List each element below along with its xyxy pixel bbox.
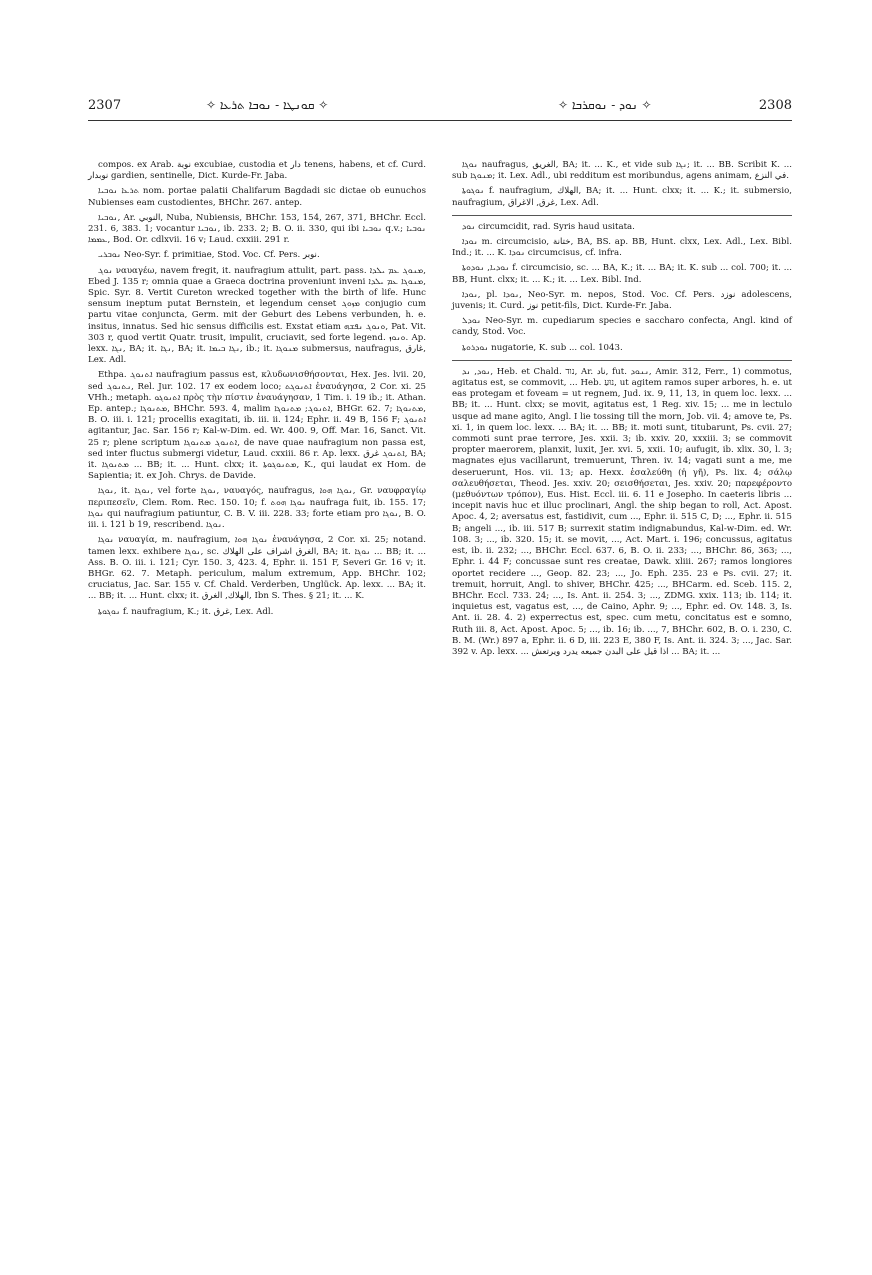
entry-paragraph: Ethpa. ܐܬܢܘܓ naufragium passus est, κλυδωνισθήσονται, Hex. Jes. lvii. 20, sed ܢܬܢܘܓ, Rel. Jur. 102. 17 ex eodem loco; ܐܬܢܘܓܬ ἐναυάγησα, 2 Cor. xi. 25 VHh.; metaph. ܐܬܢܘܓܘ πρὸς τὴν πίστιν ἐναυάγησαν, 1 Tim. i. 19 ib.; it. Athan. Ep. antep.; ܡܬܢܘܓܐ, BHChr. 593. 4, malim ܐܬܢܘܓ; ܡܬܢܘܓܐ, BHGr. 62. 7; ܡܬܢܘܓܐ, B. O. iii. i. 121; procellis exagitati, ib. iii. ii. 124; Ephr. ii. 49 B, 156 F; ܐܬܢܘܓ agitantur, Jac. Sar. 156 r; Kal-w-Dim. ed. Wr. 400. 9, Off. Mar. 16, Sanct. Vit. 25 r; plene scriptum ܐܬܢܘܓ ܡܬܢܘܓܐ, de nave quae naufragium non passa est, sed inter fluctus submergi videtur, Laud. cxxiii. 86 r. Ap. lexx. ܐܬܢܘܓ غرق, BA; it. ܡܬܢܘܓܐ ... BB; it. ... Hunt. clxx; it. ܡܬܢܘܓܘܬܐ, K., qui laudat ex Hom. de Sapientia; it. ex Joh. Chrys. de Davide.	[88, 370, 426, 482]
page-number-left: 2307	[88, 98, 122, 113]
right-column	[452, 160, 792, 662]
page-number-right: 2308	[758, 98, 792, 113]
left-column	[88, 160, 426, 622]
entry-paragraph: ܢܘܕ circumcidit, rad. Syris haud usitata.	[452, 215, 792, 233]
entry-paragraph: ܢܘܕܝܐ, ܢܘܕܘܬܐ f. circumcisio, sc. ... BA, K.; it. ... BA; it. K. sub ... col. 700; it. ... BB, Hunt. clxx; it. ... K.; it. ... Lex. Bibl. Ind.	[452, 263, 792, 285]
entry-paragraph: ܢܘܕܠ Neo-Syr. m. cupediarum species e saccharo confecta, Angl. kind of candy, Stod. Voc.	[452, 316, 792, 338]
running-title-right: ✧ ܢܘܕ - ܢܘܩܪܒܐ ✧	[558, 98, 652, 112]
entry-paragraph: ܢܘܒܪܝ Neo-Syr. f. primitiae, Stod. Voc. Cf. Pers. نوبر.	[98, 250, 320, 261]
running-header	[88, 96, 792, 121]
entry-paragraph: compos. ex Arab. نوبة excubiae, custodia et دار tenens, habens, et cf. Curd. نوبدار gardien, sentinelle, Dict. Kurde-Fr. Jaba.	[88, 160, 426, 182]
entry-paragraph: ܬܪܥܐ ܢܘܒܝܐ nom. portae palatii Chalifarum Bagdadi sic dictae ob eunuchos Nubienses eam custodientes, BHChr. 267. antep.	[88, 186, 426, 208]
entry-paragraph: ܢܘܕܐ, pl. ܢܘܕܐ, Neo-Syr. m. nepos, Stod. Voc. Cf. Pers. نوزد adolescens, juvenis; it. Curd. نوز petit-fils, Dict. Kurde-Fr. Jaba.	[452, 289, 792, 312]
entry-paragraph: ܢܘܓܐ naufragus, الغريق, BA; it. ... K., et vide sub ܢܓܐ; it. ... BB. Scribit K. ... sub ܡܢܘܓܐ; it. Lex. Adl., ubi redditum est moribundus, agens animam, في النزع.	[452, 160, 792, 182]
entry-paragraph: ܢܘܕܐ m. circumcisio, ختانة, BA, BS. ap. BB, Hunt. clxx, Lex. Adl., Lex. Bibl. Ind.; it. ... K. ܢܘܕܐ circumcisus, cf. infra.	[452, 237, 793, 259]
entry-paragraph: ܢܘܓܘܬܐ f. naufragium, K.; it. غرق, Lex. Adl.	[98, 606, 274, 617]
running-title-left: ✧ ܩܘܢܛܐ - ܢܘܒܐ ܬܪܥܐ ✧	[206, 98, 329, 112]
entry-paragraph: ܢܘܒܝܐ, Ar. النوبي, Nuba, Nubiensis, BHChr. 153, 154, 267, 371, BHChr. Eccl. 231. 6, 383. 1; vocantur ܢܘܒܝܐ, ib. 233. 2; B. O. ii. 330, qui ibi ܢܘܒܝܐ q.v.; ܢܘܒܝܐ ܥܡܡܐ, Bod. Or. cdlxvii. 16 v; Laud. cxxiii. 291 r.	[88, 212, 427, 246]
entry-paragraph: ܢܘܓ ναυαγέω, navem fregit, it. naufragium attulit, part. pass. ܡܢܘܓ ܥܡ ܝܠܕܐ, Ebed J. 135 r; omnia quae a Graeca doctrina proveniunt inveni ܡܢܘܓܐ ܥܡ ܝܠܕܐ, Spic. Syr. 8. Vertit Cureton wrecked together with the birth of life. Hunc sensum ineptum putat Bernstein, et legendum censet ܡܙܘܓ conjugio cum partu vitae conjuncta, Germ. mit der Geburt des Lebens verbunden, h. e. insitus, innatus. Sed hic sensus difficilis est. Exstat etiam ܘܢܘܓ ܢܦܫܗ, Pat. Vit. 303 r, quod vertit Quatr. trusit, impulit, cruciavit, sed forte legend. ܘܢܘܙ. Ap. lexx. ܢܓܐ, BA; it. ܢܓܐ, BA; it. ܢܓܐ ܒܝܡܐ, ib.; it. ܡܢܘܓܐ submersus, naufragus, غارق, Lex. Adl.	[88, 265, 427, 366]
entry-paragraph: ܢܘܕ, ܢܕ, Heb. et Chald. נוד, Ar. ناد, fut. ܢܢܘܕ, Amir. 312, Ferr., 1) commotus, agitatus est, se commovit, ... Heb. נוּעַ, ut agitem ramos super arbores, h. e. ut eas protegam et foveam = ut regnem, Jud. ix. 9, 11, 13, in quem loc. lexx. ... BB; it. ... Hunt. clxx; se movit, agitatus est, 1 Reg. xiv. 15; ... me in lectulo usque ad mane agito, Angl. I lie tossing till the morn, Job. vii. 4; amove te, Ps. xi. 1, in quem loc. lexx. ... BA; it. ... BB; it. moti sunt, titubarunt, Ps. cvii. 27; commoti sunt prae terrore, Jes. xxii. 3; ib. xxiv. 20, xxxiii. 3; se commovit propter maerorem, planxit, luxit, Jer. xvi. 5, xxii. 10; aufugit, ib. xlix. 30, l. 3; magnates ejus vacillarunt, tremuerunt, Thren. iv. 14; vagati sunt a me, me deseruerunt, Hos. vii. 13; ap. Hexx. ἐσαλεύθη (ἡ γῆ), Ps. lix. 4; σάλῳ σαλευθήσεται, Theod. Jes. xxiv. 20; σεισθήσεται, Jes. xxiv. 20; παρεφέροντο (μεθυόντων τρόπον), Eus. Hist. Eccl. iii. 6. 11 e Josepho. In caeteris libris ... incepit navis huc et illuc proclinari, Angl. the ship began to roll, Act. Apost. Apoc. 4, 2; aversatus est, fastidivit, cum ..., Ephr. ii. 515 C, D; ..., Ephr. ii. 515 B; angeli ..., ib. iii. 517 B; surrexit statim indignabundus, Kal-w-Dim. ed. Wr. 108. 3; ..., ib. 320. 15; it. se movit, ..., Act. Mart. i. 196; concussus, agitatus est, ib. ii. 232; ..., BHChr. Eccl. 637. 6, B. O. ii. 233; ..., BHChr. 86, 363; ..., Ephr. i. 44 F; concussae sunt res creatae, Dawk. xliii. 267; ramos longiores oportet recidere ..., Geop. 82. 23; ..., Jo. Eph. 235. 23 e Ps. cvii. 27; it. tremuit, horruit, Angl. to shiver, BHChr. 425; ..., BHCarm. ed. Sceb. 115. 2, BHChr. Eccl. 733. 24; ..., Is. Ant. ii. 254. 3; ..., ZDMG. xxix. 113; ib. 114; it. inquietus est, vagatus est, ..., de Caino, Aphr. 9; ..., Ephr. ed. Ov. 148. 3, Is. Ant. ii. 28. 4. 2) experrectus est, spec. cum metu, concitatus est e somno, Ruth iii. 8, Act. Apost. Apoc. 5; ..., ib. 16; ib. ..., 7, BHChr. 602, B. O. i. 230, C. B. M. (Wr.) 897 a, Ephr. ii. 6 D, iii. 223 E, 380 F, Is. Ant. ii. 324. 3; ..., Jac. Sar. 392 v. Ap. lexx. ... اذا قيل على البدن جميعه يدرد ويرتعش ... BA; it. ...	[452, 360, 792, 658]
entry-paragraph: ܢܘܓܘܬܐ f. naufragium, الهلاك, BA; it. ... Hunt. clxx; it. ... K.; it. submersio, naufragium, غرق, الاغراق, Lex. Adl.	[452, 186, 792, 208]
entry-paragraph: ܢܘܓܐ ναυαγία, m. naufragium, ܢܘܓܐ ܗܘܐ ἐναυάγησα, 2 Cor. xi. 25; notand. tamen lexx. exhibere ܢܘܓܐ, sc. الغرق اشراف على الهلاك, BA; it. ܢܘܓܐ ... BB; it. ... Ass. B. O. iii. i. 121; Cyr. 150. 3, 423. 4, Ephr. ii. 151 F, Severi Gr. 16 v; it. BHGr. 62. 7. Metaph. periculum, malum extremum, App. BHChr. 102; cruciatus, Jac. Sar. 155 v. Cf. Chald. Verderben, Unglück. Ap. lexx. ... BA; it. ... BB; it. ... Hunt. clxx; it. الهلاك, الغرق, Ibn S. Thes. § 21; it. ... K.	[88, 535, 426, 602]
entry-paragraph: ܢܘܕܪܘܬܐ nugatorie, K. sub ... col. 1043.	[462, 342, 623, 353]
entry-paragraph: ܢܘܓܐ, it. ܢܘܓܐ, vel forte ܢܘܓܐ, ναυαγός, naufragus, ܢܘܓܐ ܗܘܐ, Gr. ναυφραγίῳ περιπεσεῖν, Clem. Rom. Rec. 150. 10; f. ܢܘܓܐ ܗܘܬ naufraga fuit, ib. 155. 17; ܢܘܓܐ qui naufragium patiuntur, C. B. V. iii. 228. 33; forte etiam pro ܢܘܓܐ, B. O. iii. i. 121 b 19, rescribend. ܢܘܓܐ.	[88, 486, 427, 531]
